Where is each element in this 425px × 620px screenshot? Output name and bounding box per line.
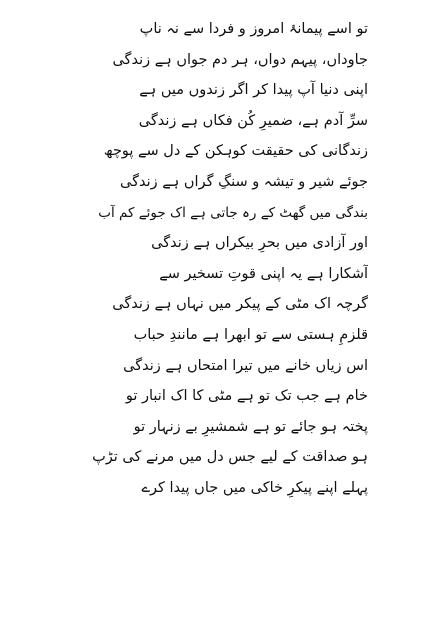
verse-line: جوئے شیر و تیشہ و سنگِ گراں ہے زندگی — [120, 173, 368, 190]
verse-line: گرچہ اک مٹی کے پیکر میں نہاں ہے زندگی — [112, 296, 368, 313]
verse-line: پختہ ہو جائے تو ہے شمشیرِ بے زنہار تو — [133, 418, 368, 435]
poem-verses — [92, 14, 368, 504]
verse-line: خام ہے جب تک تو ہے مٹی کا اک انبار تو — [125, 388, 368, 405]
verse-line: تو اسے پیمانۂ امروز و فردا سے نہ ناپ — [139, 21, 368, 37]
verse-line: اپنی دنیا آپ پیدا کر اگر زندوں میں ہے — [139, 82, 368, 99]
verse-line: قلزمِ ہستی سے تو ابھرا ہے مانندِ حباب — [133, 326, 368, 343]
verse-line: بندگی میں گھٹ کے رہ جاتی ہے اک جوئے کم آب — [98, 204, 368, 221]
verse-line: زندگانی کی حقیقت کوہکن کے دل سے پوچھ — [103, 143, 368, 160]
verse-line: اور آزادی میں بحرِ بیکراں ہے زندگی — [151, 235, 368, 252]
verse-line: آشکارا ہے یہ اپنی قوتِ تسخیر سے — [159, 265, 368, 282]
verse-line: سرِّ آدم ہے، ضمیرِ کُن فکاں ہے زندگی — [138, 112, 368, 129]
verse-line: جاوداں، پیہم دواں، ہر دم جواں ہے زندگی — [112, 51, 368, 68]
verse-line: اس زیاں خانے میں تیرا امتحاں ہے زندگی — [123, 357, 368, 374]
verse-line: ہو صداقت کے لیے جس دل میں مرنے کی تڑپ — [92, 449, 368, 466]
verse-line: پہلے اپنے پیکرِ خاکی میں جاں پیدا کرے — [141, 479, 368, 496]
